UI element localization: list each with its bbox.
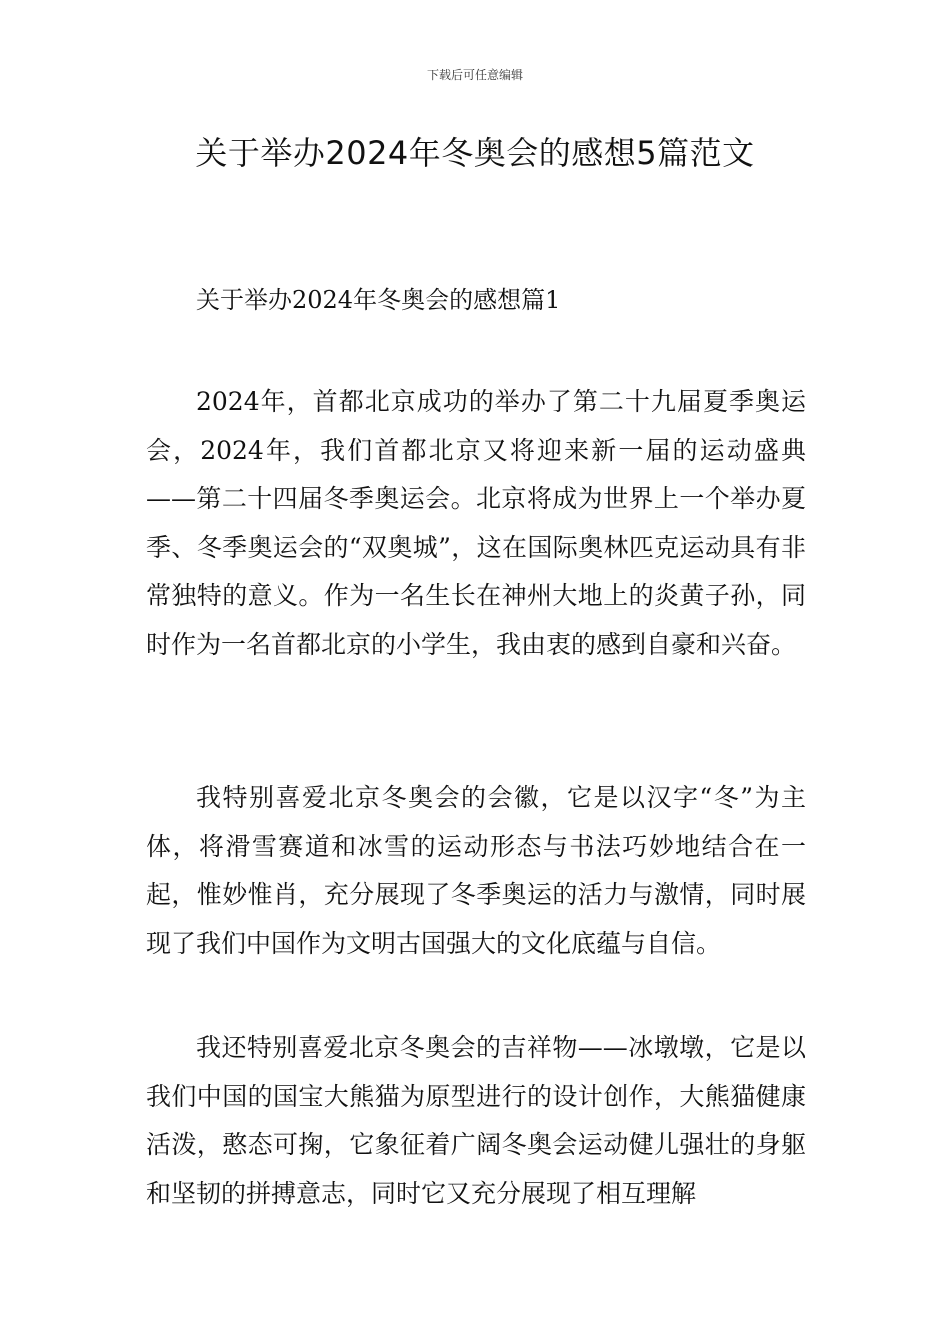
body-paragraph-3	[146, 1024, 806, 1218]
paragraph-text: 我特别喜爱北京冬奥会的会徽，它是以汉字“冬”为主体，将滑雪赛道和冰雪的运动形态与书法巧妙地结合在一起，惟妙惟肖，充分展现了冬季奥运的活力与激情，同时展现了我们中国作为文明古国强大的文化底蕴与自信。	[146, 783, 806, 958]
paragraph-text: 2024年，首都北京成功的举办了第二十九届夏季奥运会，2024年，我们首都北京又将迎来新一届的运动盛典——第二十四届冬季奥运会。北京将成为世界上一个举办夏季、冬季奥运会的“双奥城”，这在国际奥林匹克运动具有非常独特的意义。作为一名生长在神州大地上的炎黄子孙，同时作为一名首都北京的小学生，我由衷的感到自豪和兴奋。	[146, 387, 806, 659]
paragraph-text: 我还特别喜爱北京冬奥会的吉祥物——冰墩墩，它是以我们中国的国宝大熊猫为原型进行的设计创作，大熊猫健康活泼，憨态可掬，它象征着广阔冬奥会运动健儿强壮的身躯和坚韧的拼搏意志，同时它又充分展现了相互理解	[146, 1033, 806, 1208]
section-heading: 关于举办2024年冬奥会的感想篇1	[196, 286, 561, 314]
body-paragraph-1	[146, 378, 806, 669]
body-paragraph-2	[146, 774, 806, 968]
header-note: 下载后可任意编辑	[426, 68, 523, 82]
document-title: 关于举办2024年冬奥会的感想5篇范文	[195, 134, 755, 172]
